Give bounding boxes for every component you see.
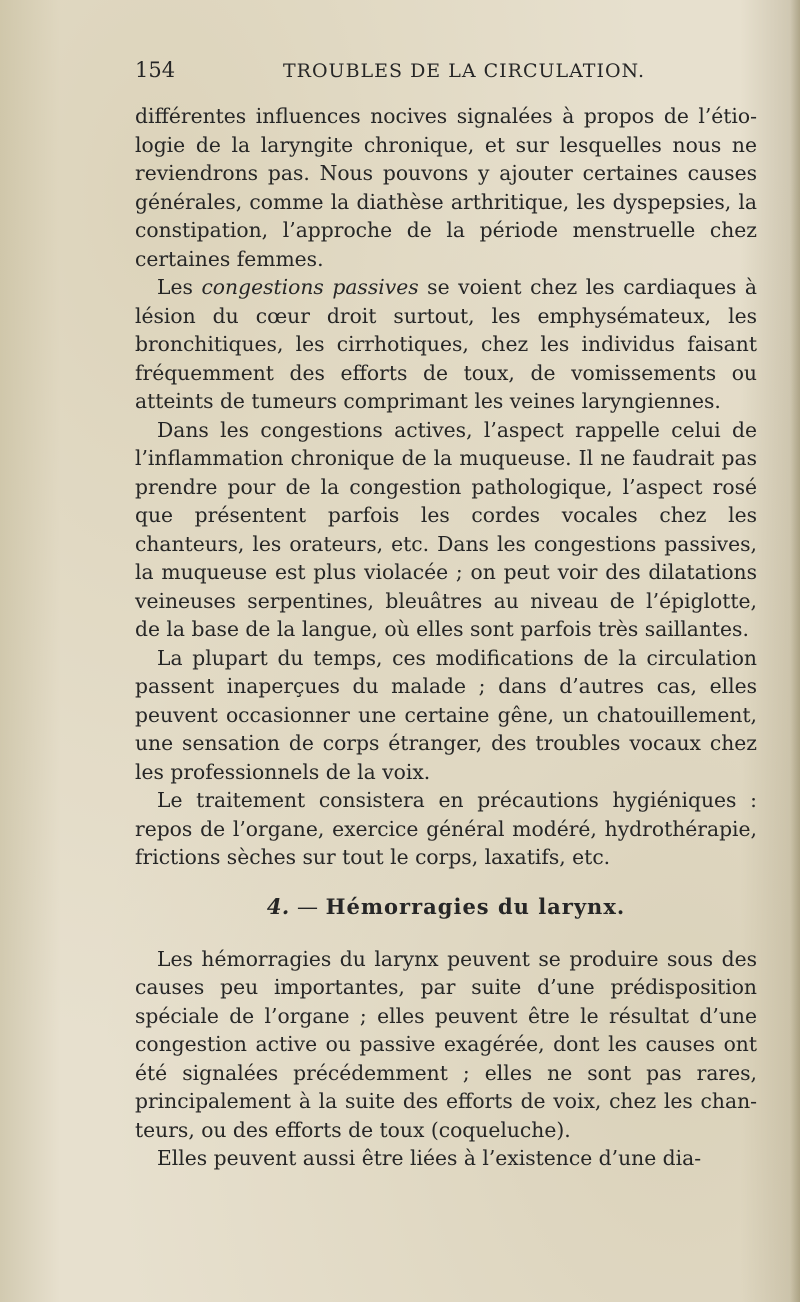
section-number: 4. (266, 893, 290, 919)
paragraph (135, 644, 757, 787)
paragraph (135, 945, 757, 1145)
page-number: 154 (135, 58, 176, 82)
paragraph (135, 416, 757, 644)
paragraph-text: Les hémorragies du larynx peuvent se produire sous des causes peu importantes, par suite d’une prédisposition spéciale de l’organe ; elles peuvent être le résultat d’une congestion active ou passive exagérée, dont les causes ont été signalées précédemment ; elles ne sont pas rares, principalement à la suite des efforts de voix, chez les chanteurs, ou des efforts de toux (coqueluche). (135, 946, 757, 1142)
paragraph-text: Les (157, 275, 202, 299)
paragraph (135, 786, 757, 872)
paragraph-text: La plupart du temps, ces modifications de la circulation passent inaperçues du malade ; dans d’autres cas, elles peuvent occasionner une certaine gêne, un chatouillement, une sensation de corps étranger, des troubles vocaux chez les professionnels de la voix. (135, 645, 757, 784)
paragraph-text: Elles peuvent aussi être liées à l’existence d’une dia- (157, 1146, 702, 1170)
italic-term: congestions passives (201, 275, 419, 299)
section-heading (135, 894, 757, 919)
paragraph-text: différentes influences nocives signalées à propos de l’étiologie de la laryngite chronique, et sur lesquelles nous ne reviendrons pas. Nous pouvons y ajouter certaines causes générales, comme la diathèse arthritique, les dyspepsies, la constipation, l’approche de la période menstruelle chez certaines femmes. (135, 104, 757, 271)
book-page (135, 58, 757, 1173)
paragraph-text: se voient chez les cardiaques à lésion du cœur droit surtout, les emphysémateux, les bronchitiques, les cirrhotiques, chez les individus faisant fréquemment des efforts de toux, de vomissements ou atteints de tumeurs comprimant les veines laryngiennes. (135, 275, 758, 413)
paragraph-text: Le traitement consistera en précautions hygiéniques : repos de l’organe, exercice général modéré, hydrothérapie, frictions sèches sur tout le corps, laxatifs, etc. (135, 788, 757, 869)
running-title: TROUBLES DE LA CIRCULATION. (283, 60, 645, 82)
paragraph-text: Dans les congestions actives, l’aspect rappelle celui de l’inflammation chronique de la muqueuse. Il ne faudrait pas prendre pour de la congestion pathologique, l’aspect rosé que présentent parfois les cordes vocales chez les chanteurs, les orateurs, etc. Dans les congestions passives, la muqueuse est plus violacée ; on peut voir des dilatations veineuses serpentines, bleuâtres au niveau de l’épiglotte, de la base de la langue, où elles sont parfois très saillantes. (135, 417, 757, 641)
body-text-before (135, 102, 757, 872)
section-dash: — (296, 894, 319, 919)
paragraph (135, 102, 757, 273)
paragraph (135, 1144, 757, 1173)
body-text-after (135, 945, 757, 1173)
paragraph (135, 273, 757, 416)
page-edge-shadow (790, 0, 800, 1302)
section-title: Hémorragies du larynx. (325, 893, 626, 919)
running-header (135, 58, 757, 102)
